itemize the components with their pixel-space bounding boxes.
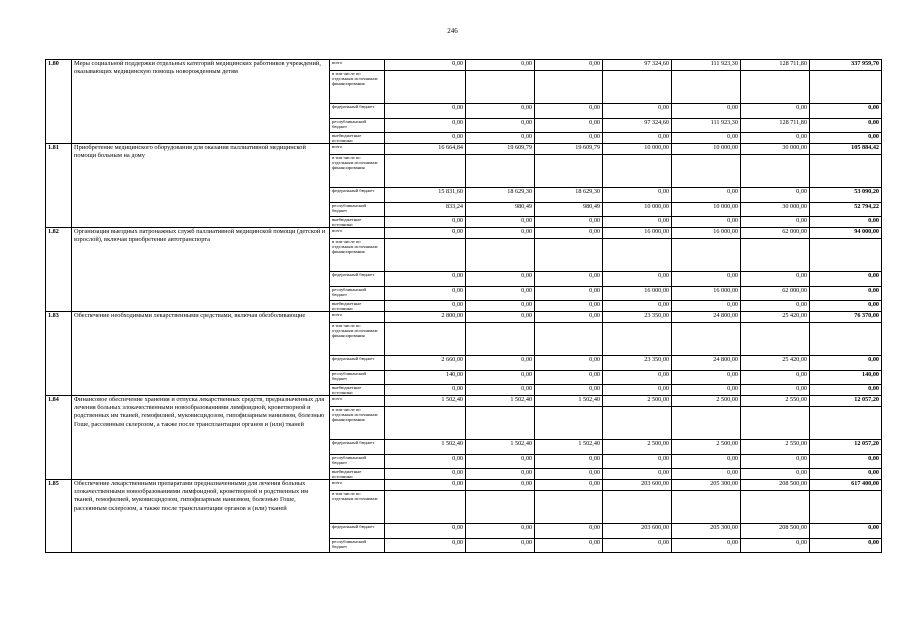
year-value: 15 831,60 xyxy=(385,188,466,203)
year-value: 0,00 xyxy=(385,217,466,228)
funding-source: в том числе по отдельным источникам финансирования xyxy=(330,155,385,188)
year-value: 128 711,80 xyxy=(741,119,810,133)
year-value: 0,00 xyxy=(466,385,535,396)
year-value: 2 500,00 xyxy=(603,440,672,455)
item-name: Финансовое обеспечение хранения и отпуска лекарственных средств, предназначенных для лечения больных злокачественными новообразованиями лимфоидной, кроветворной и родственных им тканей, гемофилией, муковисцидозом, гипофизарным нанизмом, болезнью Гоше, рассеянным склерозом, а также после трансплантации органов и (или) тканей xyxy=(72,396,330,480)
year-value: 0,00 xyxy=(741,371,810,385)
total-value: 52 794,22 xyxy=(810,203,882,217)
year-value xyxy=(741,407,810,440)
year-value xyxy=(535,491,603,524)
year-value: 980,49 xyxy=(535,203,603,217)
year-value xyxy=(385,71,466,104)
total-value: 337 959,70 xyxy=(810,60,882,71)
year-value: 10 000,00 xyxy=(603,144,672,155)
year-value: 10 000,00 xyxy=(672,144,741,155)
funding-source: федеральный бюджет xyxy=(330,440,385,455)
year-value xyxy=(535,407,603,440)
year-value xyxy=(603,491,672,524)
year-value: 0,00 xyxy=(535,104,603,119)
year-value: 0,00 xyxy=(466,356,535,371)
year-value: 0,00 xyxy=(466,371,535,385)
year-value: 19 609,79 xyxy=(535,144,603,155)
year-value: 30 000,00 xyxy=(741,144,810,155)
year-value: 111 923,30 xyxy=(672,119,741,133)
total-value xyxy=(810,407,882,440)
year-value: 0,00 xyxy=(672,385,741,396)
item-name: Обеспечение необходимыми лекарственными средствами, включая обезболивающие xyxy=(72,312,330,396)
funding-source: внебюджетные источники xyxy=(330,469,385,480)
year-value: 23 350,00 xyxy=(603,312,672,323)
total-value: 0,00 xyxy=(810,133,882,144)
year-value: 980,49 xyxy=(466,203,535,217)
table-row xyxy=(46,60,882,71)
year-value: 2 500,00 xyxy=(603,396,672,407)
total-value xyxy=(810,71,882,104)
item-number: 1.85 xyxy=(46,480,72,553)
total-value: 0,00 xyxy=(810,524,882,539)
funding-source: республиканский бюджет xyxy=(330,539,385,553)
budget-table xyxy=(45,59,882,553)
item-number: 1.80 xyxy=(46,60,72,144)
year-value: 0,00 xyxy=(535,272,603,287)
year-value xyxy=(535,155,603,188)
year-value: 0,00 xyxy=(466,104,535,119)
total-value: 0,00 xyxy=(810,385,882,396)
year-value: 0,00 xyxy=(741,272,810,287)
year-value: 0,00 xyxy=(603,217,672,228)
year-value: 25 420,00 xyxy=(741,356,810,371)
funding-source: всего xyxy=(330,144,385,155)
year-value xyxy=(741,155,810,188)
year-value: 0,00 xyxy=(535,480,603,491)
year-value: 24 800,00 xyxy=(672,356,741,371)
year-value: 1 502,40 xyxy=(466,440,535,455)
year-value: 0,00 xyxy=(603,104,672,119)
year-value xyxy=(603,239,672,272)
year-value xyxy=(535,71,603,104)
year-value: 0,00 xyxy=(741,217,810,228)
funding-source: всего xyxy=(330,396,385,407)
year-value: 1 502,40 xyxy=(535,396,603,407)
year-value xyxy=(741,71,810,104)
funding-source: в том числе по отдельным источникам финансирования xyxy=(330,323,385,356)
year-value: 2 500,00 xyxy=(672,440,741,455)
total-value: 12 057,20 xyxy=(810,440,882,455)
year-value: 0,00 xyxy=(535,217,603,228)
year-value: 97 324,60 xyxy=(603,119,672,133)
year-value: 0,00 xyxy=(466,133,535,144)
year-value: 0,00 xyxy=(603,385,672,396)
year-value: 0,00 xyxy=(603,301,672,312)
year-value: 97 324,60 xyxy=(603,60,672,71)
year-value xyxy=(385,491,466,524)
year-value: 0,00 xyxy=(385,133,466,144)
year-value: 0,00 xyxy=(535,356,603,371)
year-value: 0,00 xyxy=(466,228,535,239)
year-value: 0,00 xyxy=(741,188,810,203)
year-value xyxy=(672,323,741,356)
funding-source: в том числе по отдельным источникам xyxy=(330,491,385,524)
year-value: 1 502,40 xyxy=(466,396,535,407)
year-value: 0,00 xyxy=(672,104,741,119)
funding-source: всего xyxy=(330,312,385,323)
total-value: 0,00 xyxy=(810,217,882,228)
year-value: 16 664,84 xyxy=(385,144,466,155)
year-value: 0,00 xyxy=(741,104,810,119)
total-value: 0,00 xyxy=(810,356,882,371)
year-value: 0,00 xyxy=(535,60,603,71)
year-value: 0,00 xyxy=(466,60,535,71)
year-value: 0,00 xyxy=(466,480,535,491)
funding-source: в том числе по отдельным источникам финансирования xyxy=(330,239,385,272)
year-value xyxy=(741,239,810,272)
year-value: 24 800,00 xyxy=(672,312,741,323)
table-row xyxy=(46,312,882,323)
item-name: Обеспечение лекарственными препаратами предназначенными для лечения больных злокачественными новообразованиями лимфоидной, кроветворной и родственных им тканей, гемофилией, муковисцидозом, гипофизарным нанизмом, болезнью Гоше, рассеянным склерозом, а также после трансплантации органов и (или) тканей xyxy=(72,480,330,553)
year-value: 18 629,30 xyxy=(466,188,535,203)
funding-source: всего xyxy=(330,60,385,71)
table-row xyxy=(46,480,882,491)
table-row xyxy=(46,228,882,239)
year-value: 16 000,00 xyxy=(672,228,741,239)
year-value: 128 711,80 xyxy=(741,60,810,71)
year-value: 0,00 xyxy=(535,312,603,323)
year-value: 0,00 xyxy=(535,539,603,553)
total-value: 0,00 xyxy=(810,455,882,469)
year-value: 0,00 xyxy=(603,455,672,469)
year-value: 0,00 xyxy=(741,385,810,396)
funding-source: внебюджетные источники xyxy=(330,385,385,396)
funding-source: в том числе по отдельным источникам финансирования xyxy=(330,407,385,440)
year-value: 0,00 xyxy=(385,119,466,133)
year-value xyxy=(672,239,741,272)
total-value xyxy=(810,491,882,524)
year-value: 0,00 xyxy=(385,301,466,312)
year-value: 1 502,40 xyxy=(385,440,466,455)
year-value: 0,00 xyxy=(535,133,603,144)
funding-source: федеральный бюджет xyxy=(330,104,385,119)
total-value: 0,00 xyxy=(810,104,882,119)
year-value: 0,00 xyxy=(535,287,603,301)
year-value: 0,00 xyxy=(672,217,741,228)
funding-source: всего xyxy=(330,480,385,491)
year-value: 0,00 xyxy=(385,60,466,71)
funding-source: республиканский бюджет xyxy=(330,119,385,133)
year-value: 0,00 xyxy=(535,455,603,469)
year-value: 0,00 xyxy=(466,455,535,469)
year-value: 0,00 xyxy=(466,312,535,323)
year-value: 10 000,00 xyxy=(672,203,741,217)
year-value: 62 000,00 xyxy=(741,228,810,239)
total-value: 0,00 xyxy=(810,539,882,553)
year-value: 203 600,00 xyxy=(603,524,672,539)
year-value: 2 660,00 xyxy=(385,356,466,371)
year-value: 0,00 xyxy=(535,469,603,480)
year-value xyxy=(603,407,672,440)
year-value: 16 000,00 xyxy=(603,287,672,301)
item-name: Приобретение медицинского оборудования для оказания паллиативной медицинской помощи больным на дому xyxy=(72,144,330,228)
funding-source: внебюджетные источники xyxy=(330,301,385,312)
year-value: 16 000,00 xyxy=(603,228,672,239)
year-value: 0,00 xyxy=(385,524,466,539)
year-value: 0,00 xyxy=(385,455,466,469)
year-value: 0,00 xyxy=(603,539,672,553)
year-value: 0,00 xyxy=(466,217,535,228)
year-value xyxy=(672,155,741,188)
funding-source: республиканский бюджет xyxy=(330,371,385,385)
table-row xyxy=(46,396,882,407)
total-value: 0,00 xyxy=(810,119,882,133)
year-value: 0,00 xyxy=(672,272,741,287)
year-value xyxy=(741,323,810,356)
year-value: 0,00 xyxy=(466,524,535,539)
year-value: 208 500,00 xyxy=(741,480,810,491)
year-value: 0,00 xyxy=(466,469,535,480)
year-value: 0,00 xyxy=(603,469,672,480)
total-value: 140,00 xyxy=(810,371,882,385)
year-value xyxy=(466,71,535,104)
year-value: 0,00 xyxy=(603,272,672,287)
year-value: 833,24 xyxy=(385,203,466,217)
total-value: 617 400,00 xyxy=(810,480,882,491)
year-value: 2 550,00 xyxy=(741,440,810,455)
total-value: 0,00 xyxy=(810,469,882,480)
table-row xyxy=(46,144,882,155)
year-value: 0,00 xyxy=(672,301,741,312)
funding-source: республиканский бюджет xyxy=(330,287,385,301)
year-value: 16 000,00 xyxy=(672,287,741,301)
year-value: 0,00 xyxy=(672,539,741,553)
item-number: 1.82 xyxy=(46,228,72,312)
year-value: 0,00 xyxy=(466,301,535,312)
year-value: 0,00 xyxy=(385,287,466,301)
year-value: 140,00 xyxy=(385,371,466,385)
year-value: 0,00 xyxy=(385,480,466,491)
year-value: 62 000,00 xyxy=(741,287,810,301)
item-number: 1.84 xyxy=(46,396,72,480)
total-value: 0,00 xyxy=(810,301,882,312)
year-value: 19 609,79 xyxy=(466,144,535,155)
year-value: 23 350,00 xyxy=(603,356,672,371)
funding-source: республиканский бюджет xyxy=(330,203,385,217)
year-value xyxy=(535,239,603,272)
year-value xyxy=(603,71,672,104)
year-value xyxy=(672,491,741,524)
year-value: 111 923,30 xyxy=(672,60,741,71)
funding-source: федеральный бюджет xyxy=(330,524,385,539)
funding-source: всего xyxy=(330,228,385,239)
year-value: 0,00 xyxy=(535,119,603,133)
year-value: 10 000,00 xyxy=(603,203,672,217)
year-value: 25 420,00 xyxy=(741,312,810,323)
year-value xyxy=(672,71,741,104)
year-value: 0,00 xyxy=(535,524,603,539)
year-value: 18 629,30 xyxy=(535,188,603,203)
year-value xyxy=(385,323,466,356)
year-value: 2 800,00 xyxy=(385,312,466,323)
year-value xyxy=(603,323,672,356)
year-value: 0,00 xyxy=(466,272,535,287)
year-value: 1 502,40 xyxy=(385,396,466,407)
year-value: 0,00 xyxy=(466,119,535,133)
year-value: 0,00 xyxy=(535,371,603,385)
year-value: 0,00 xyxy=(741,469,810,480)
item-name: Меры социальной поддержки отдельных категорий медицинских работников учреждений, оказывающих медицинскую помощь новорожденным детям xyxy=(72,60,330,144)
total-value: 76 370,00 xyxy=(810,312,882,323)
year-value: 0,00 xyxy=(672,455,741,469)
year-value: 30 000,00 xyxy=(741,203,810,217)
total-value: 105 884,42 xyxy=(810,144,882,155)
funding-source: внебюджетные источники xyxy=(330,217,385,228)
total-value xyxy=(810,323,882,356)
year-value: 0,00 xyxy=(603,188,672,203)
year-value: 0,00 xyxy=(385,469,466,480)
year-value: 0,00 xyxy=(535,301,603,312)
funding-source: федеральный бюджет xyxy=(330,272,385,287)
year-value: 203 600,00 xyxy=(603,480,672,491)
total-value: 53 090,20 xyxy=(810,188,882,203)
year-value: 2 500,00 xyxy=(672,396,741,407)
year-value xyxy=(466,155,535,188)
item-number: 1.83 xyxy=(46,312,72,396)
year-value xyxy=(741,491,810,524)
year-value xyxy=(603,155,672,188)
year-value: 0,00 xyxy=(603,371,672,385)
year-value: 0,00 xyxy=(385,385,466,396)
year-value: 2 550,00 xyxy=(741,396,810,407)
item-name: Организация выездных патронажных служб паллиативной медицинской помощи (детской и взрослой), включая приобретение автотранспорта xyxy=(72,228,330,312)
funding-source: республиканский бюджет xyxy=(330,455,385,469)
year-value xyxy=(466,323,535,356)
funding-source: внебюджетные источники xyxy=(330,133,385,144)
year-value: 0,00 xyxy=(672,188,741,203)
year-value: 0,00 xyxy=(741,455,810,469)
year-value: 0,00 xyxy=(385,272,466,287)
year-value: 0,00 xyxy=(385,539,466,553)
year-value: 0,00 xyxy=(741,539,810,553)
year-value: 0,00 xyxy=(466,287,535,301)
year-value xyxy=(385,155,466,188)
funding-source: федеральный бюджет xyxy=(330,188,385,203)
year-value: 0,00 xyxy=(603,133,672,144)
year-value xyxy=(385,239,466,272)
year-value: 205 300,00 xyxy=(672,480,741,491)
total-value xyxy=(810,155,882,188)
page-number: 246 xyxy=(447,27,458,35)
year-value xyxy=(466,407,535,440)
year-value xyxy=(535,323,603,356)
year-value: 0,00 xyxy=(535,228,603,239)
funding-source: в том числе по отдельным источникам финансирования xyxy=(330,71,385,104)
year-value: 0,00 xyxy=(741,301,810,312)
year-value: 0,00 xyxy=(672,469,741,480)
item-number: 1.81 xyxy=(46,144,72,228)
total-value xyxy=(810,239,882,272)
total-value: 0,00 xyxy=(810,287,882,301)
year-value: 0,00 xyxy=(385,104,466,119)
year-value: 0,00 xyxy=(741,133,810,144)
funding-source: федеральный бюджет xyxy=(330,356,385,371)
total-value: 94 000,00 xyxy=(810,228,882,239)
year-value: 0,00 xyxy=(672,371,741,385)
year-value: 0,00 xyxy=(672,133,741,144)
year-value: 0,00 xyxy=(385,228,466,239)
year-value xyxy=(466,239,535,272)
year-value: 205 300,00 xyxy=(672,524,741,539)
year-value xyxy=(385,407,466,440)
year-value xyxy=(466,491,535,524)
year-value xyxy=(672,407,741,440)
total-value: 0,00 xyxy=(810,272,882,287)
year-value: 0,00 xyxy=(535,385,603,396)
year-value: 1 502,40 xyxy=(535,440,603,455)
year-value: 208 500,00 xyxy=(741,524,810,539)
total-value: 12 057,20 xyxy=(810,396,882,407)
year-value: 0,00 xyxy=(466,539,535,553)
